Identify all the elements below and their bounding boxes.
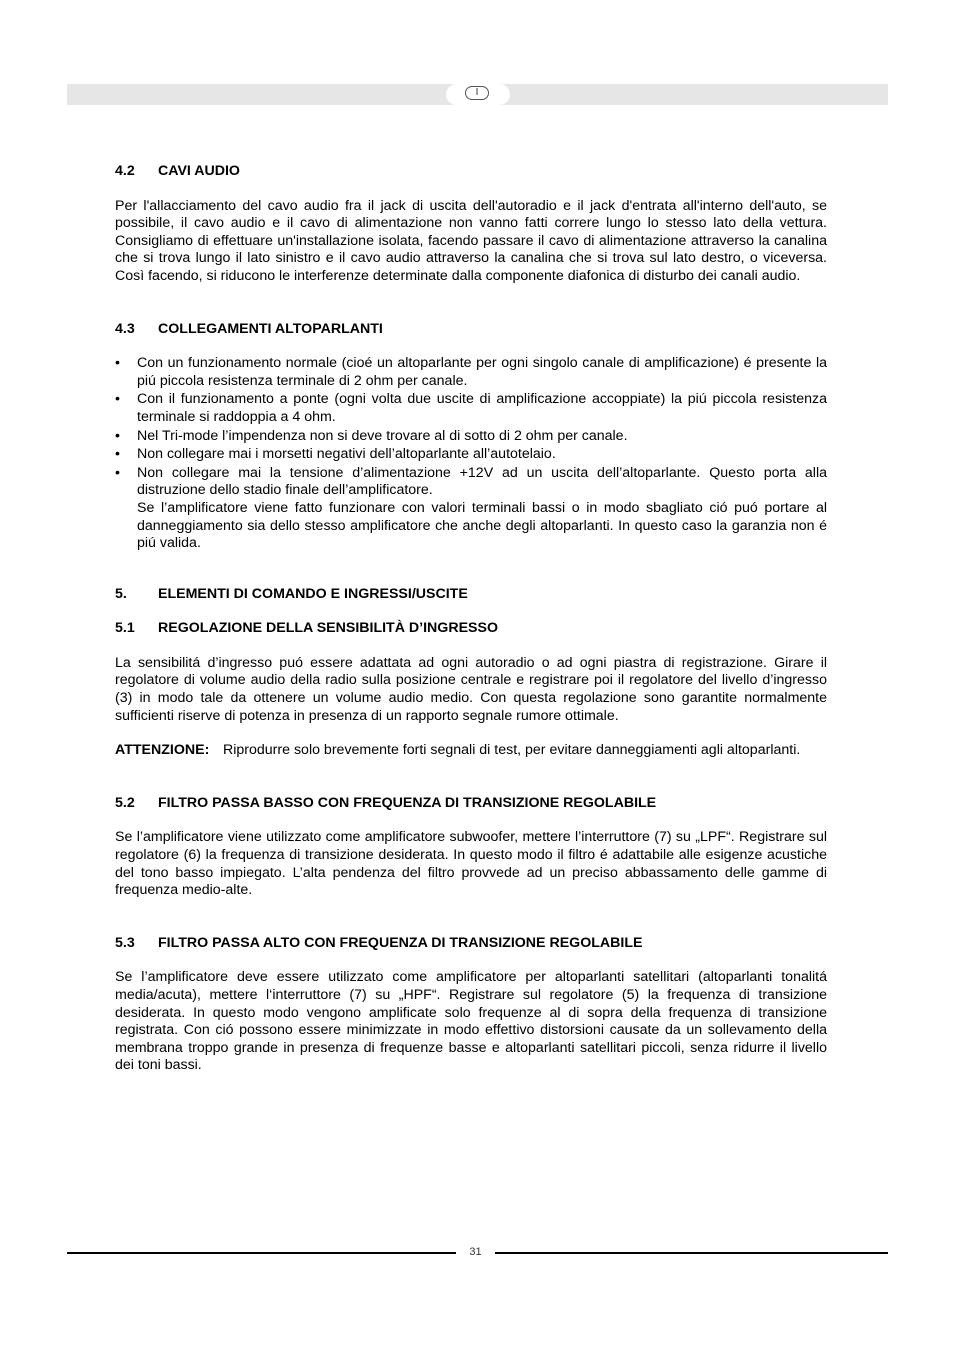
- list-item: • Nel Tri-mode l’impendenza non si deve trovare al di sotto di 2 ohm per canale.: [115, 427, 628, 444]
- section-title: CAVI AUDIO: [158, 163, 240, 179]
- list-item: • Non collegare mai la tensione d’alimentazione +12V ad un uscita dell’altoparlante. Questo porta alla distruzione dello stadio finale dell’amplificatore. Se l’amplificatore viene fatto funzionare con valori terminali bassi o in modo sbagliato ció puó portare al danneggiamento sia dello stesso amplificatore che anche degli altoparlanti. In questo caso la garanzia non é piú valida.: [115, 464, 827, 552]
- section-heading-5-1: [115, 620, 827, 638]
- section-title: REGOLAZIONE DELLA SENSIBILITÀ D’INGRESSO: [158, 620, 498, 637]
- section-number: 5.3: [115, 934, 135, 951]
- page-number: 31: [469, 1246, 482, 1258]
- list-item: • Non collegare mai i morsetti negativi dell’altoparlante all’autotelaio.: [115, 446, 556, 463]
- section-paragraph: Se l’amplificatore deve essere utilizzato come amplificatore per altoparlanti satellitari (altoparlanti tonalitá media/acuta), mettere l‘interruttore (7) su „HPF“. Registrare sul regolatore (5) la frequenza di transizione desiderata. In questo modo vengono amplificate solo frequenze al di sopra della frequenza di transizione registrata. Con ció possono essere minimizzate in modo effettivo distorsioni causate da un sollevamento della membrana troppo grande in presenza di frequenze basse e altoparlanti satellitari piccoli, senza ridurre il livello dei toni bassi.: [115, 969, 827, 1074]
- warning-note: [115, 742, 827, 760]
- speaker-notes-list: [115, 355, 827, 553]
- section-number: 5.2: [115, 794, 135, 811]
- section-title: COLLEGAMENTI ALTOPARLANTI: [158, 320, 383, 337]
- section-heading-4-3: [115, 321, 827, 339]
- section-title: ELEMENTI DI COMANDO E INGRESSI/USCITE: [158, 585, 468, 602]
- section-number: 4.2: [115, 163, 135, 179]
- footer-divider-left: [67, 1252, 456, 1254]
- bullet-icon: •: [115, 355, 120, 372]
- list-item: • Con il funzionamento a ponte (ogni volta due uscite di amplificazione accoppiate) la piú piccola resistenza terminale si raddoppia a 4 ohm.: [115, 391, 827, 425]
- list-item-continuation: Se l’amplificatore viene fatto funzionare con valori terminali bassi o in modo sbagliato ció puó portare al danneggiamento sia dello stesso amplificatore che anche degli altoparlanti. In questo caso la garanzia non é piú valida.: [137, 499, 827, 552]
- list-item: • Con un funzionamento normale (cioé un altoparlante per ogni singolo canale di amplificazione) é presente la piú piccola resistenza terminale di 2 ohm per canale.: [115, 355, 827, 389]
- section-paragraph: Se l’amplificatore viene utilizzato come amplificatore subwoofer, mettere l’interruttore (7) su „LPF“. Registrare sul regolatore (6) la frequenza di transizione desiderata. In questo modo il filtro é adattabile alle esigenze acustiche del tono basso impiegato. L’alta pendenza del filtro provvede ad un preciso abbassamento delle gamme di frequenza medio-alte.: [115, 829, 827, 899]
- section-paragraph: Per l'allacciamento del cavo audio fra il jack di uscita dell'autoradio e il jack d'entrata all'interno dell'auto, se possibile, il cavo audio e il cavo di alimentazione non vanno fatti correre lungo lo stesso lato della vettura. Consigliamo di effettuare un'installazione isolata, facendo passare il cavo di alimentazione attraverso la canalina che si trova lungo il lato sinistro e il cavo audio attraverso la canalina che si trova sul lato destro, o viceversa. Così facendo, si riducono le interferenze determinate dalla componente diafonica di disturbo dei canali audio.: [115, 197, 827, 284]
- warning-label: ATTENZIONE:: [115, 742, 210, 759]
- warning-text: Riprodurre solo brevemente forti segnali di test, per evitare danneggiamenti agli altoparlanti.: [223, 742, 801, 759]
- bullet-icon: •: [115, 391, 120, 408]
- section-heading-5: [115, 586, 827, 604]
- footer-divider-right: [495, 1252, 888, 1254]
- section-heading-4-2: [115, 163, 827, 181]
- section-title: FILTRO PASSA BASSO CON FREQUENZA DI TRANSIZIONE REGOLABILE: [158, 794, 657, 811]
- section-title: FILTRO PASSA ALTO CON FREQUENZA DI TRANSIZIONE REGOLABILE: [158, 934, 643, 951]
- section-paragraph: La sensibilitá d’ingresso puó essere adattata ad ogni autoradio o ad ogni piastra di registrazione. Girare il regolatore di volume audio della radio sulla posizione centrale e registrare poi il regolatore del livello d’ingresso (3) in modo tale da ottenere un volume audio medio. Con questa regolazione sono garantite normalmente sufficienti riserve di potenza in presenza di un rapporto segnale rumore ottimale.: [115, 654, 827, 724]
- section-number: 5.1: [115, 620, 135, 637]
- language-badge: I: [465, 86, 489, 100]
- bullet-icon: •: [115, 464, 120, 481]
- section-heading-5-2: [115, 795, 827, 813]
- section-number: 5.: [115, 585, 127, 602]
- section-number: 4.3: [115, 320, 135, 337]
- bullet-icon: •: [115, 446, 120, 463]
- bullet-icon: •: [115, 427, 120, 444]
- section-heading-5-3: [115, 935, 827, 953]
- page-content: [115, 163, 827, 1075]
